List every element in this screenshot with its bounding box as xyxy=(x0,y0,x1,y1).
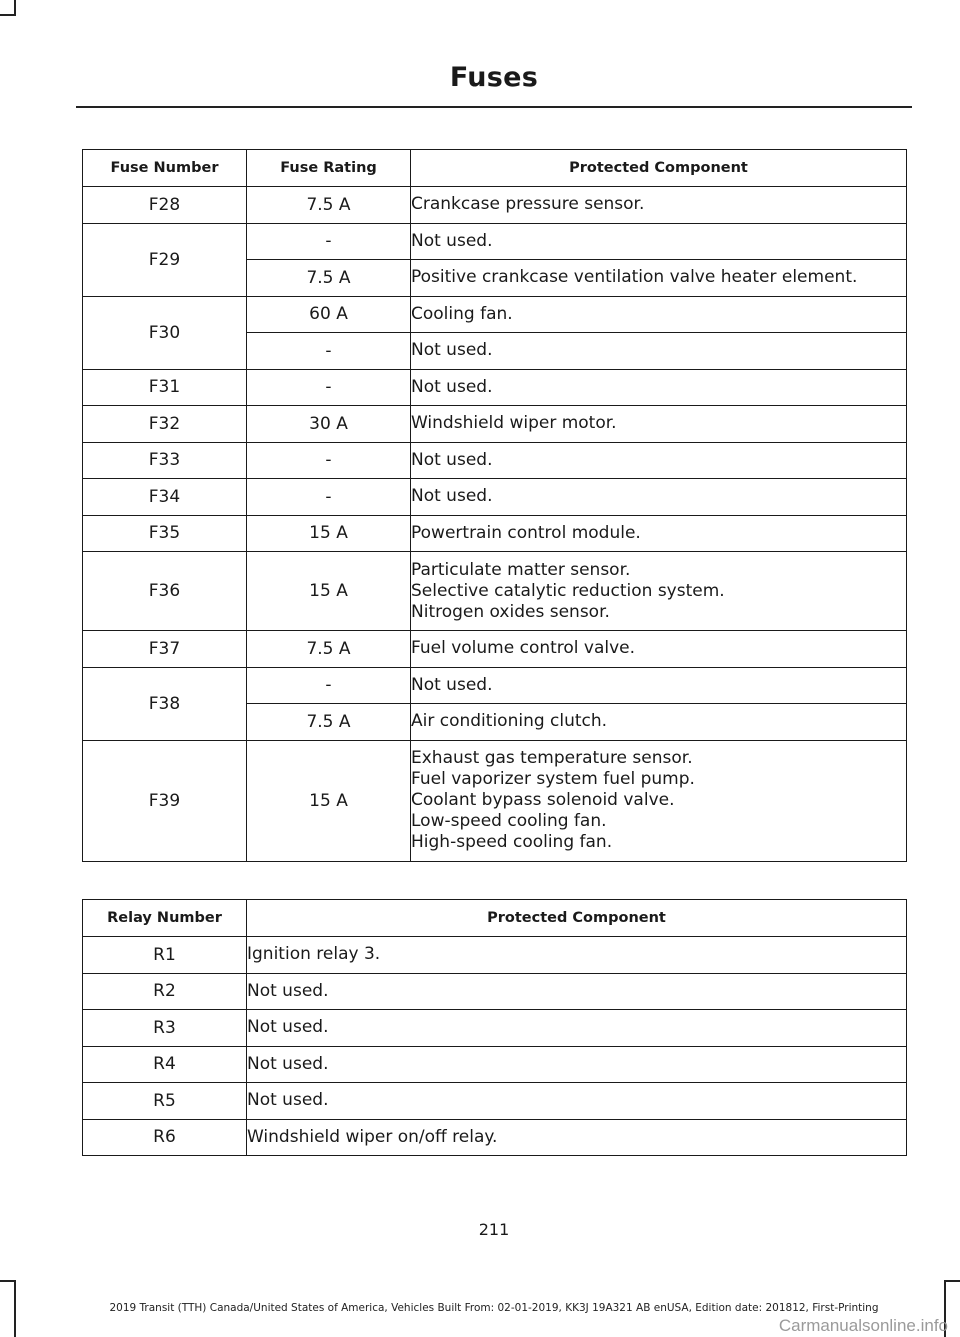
table-row xyxy=(83,406,907,443)
table-row xyxy=(83,515,907,552)
table-row xyxy=(83,1119,907,1156)
relay-table-header-row xyxy=(83,900,907,937)
crop-mark-top-left xyxy=(0,14,16,16)
table-row xyxy=(83,973,907,1010)
header-fuse-rating: Fuse Rating xyxy=(247,150,411,187)
crop-mark-bottom-right xyxy=(944,1280,960,1282)
table-row xyxy=(83,937,907,974)
fuse-rating: 15 A xyxy=(247,740,411,861)
header-relay-number: Relay Number xyxy=(83,900,247,937)
fuse-rating: 7.5 A xyxy=(247,260,411,297)
relay-table xyxy=(82,899,907,1156)
fuse-number: F32 xyxy=(83,406,247,443)
fuse-rating: 15 A xyxy=(247,515,411,552)
fuse-rating: - xyxy=(247,333,411,370)
table-row xyxy=(83,552,907,631)
table-row xyxy=(83,667,907,704)
protected-component: Powertrain control module. xyxy=(411,515,907,552)
table-row xyxy=(83,1083,907,1120)
fuse-number: F28 xyxy=(83,187,247,224)
fuse-table-header-row xyxy=(83,150,907,187)
protected-component: Not used. xyxy=(411,333,907,370)
relay-number: R4 xyxy=(83,1046,247,1083)
protected-component: Not used. xyxy=(411,369,907,406)
protected-component: Positive crankcase ventilation valve heater element. xyxy=(411,260,907,297)
fuse-rating: - xyxy=(247,479,411,516)
protected-component: Particulate matter sensor. Selective catalytic reduction system. Nitrogen oxides sensor. xyxy=(411,552,907,631)
fuse-table-body xyxy=(83,187,907,862)
table-row xyxy=(83,1010,907,1047)
protected-component: Windshield wiper motor. xyxy=(411,406,907,443)
fuse-number: F35 xyxy=(83,515,247,552)
fuse-rating: 60 A xyxy=(247,296,411,333)
protected-component: Crankcase pressure sensor. xyxy=(411,187,907,224)
table-row xyxy=(83,479,907,516)
page-number: 211 xyxy=(478,1220,510,1239)
fuse-table xyxy=(82,149,907,862)
fuse-rating: - xyxy=(247,369,411,406)
protected-component: Not used. xyxy=(247,973,907,1010)
header-fuse-number: Fuse Number xyxy=(83,150,247,187)
fuse-rating: 7.5 A xyxy=(247,631,411,668)
relay-number: R3 xyxy=(83,1010,247,1047)
fuse-rating: 30 A xyxy=(247,406,411,443)
fuse-number: F39 xyxy=(83,740,247,861)
fuse-number: F29 xyxy=(83,223,247,296)
table-row xyxy=(83,631,907,668)
protected-component: Windshield wiper on/off relay. xyxy=(247,1119,907,1156)
protected-component: Air conditioning clutch. xyxy=(411,704,907,741)
fuse-number: F34 xyxy=(83,479,247,516)
watermark: Carmanualsonline.info xyxy=(778,1316,948,1335)
fuse-number: F33 xyxy=(83,442,247,479)
relay-number: R5 xyxy=(83,1083,247,1120)
fuse-number: F30 xyxy=(83,296,247,369)
table-row xyxy=(83,187,907,224)
fuse-rating: 7.5 A xyxy=(247,704,411,741)
header-protected-component: Protected Component xyxy=(411,150,907,187)
protected-component: Exhaust gas temperature sensor. Fuel vaporizer system fuel pump. Coolant bypass solenoid valve. Low-speed cooling fan. High-speed cooling fan. xyxy=(411,740,907,861)
footer-edition-line: 2019 Transit (TTH) Canada/United States of America, Vehicles Built From: 02-01-2019, KK3J 19A321 AB enUSA, Edition date: 201812, First-Printing xyxy=(109,1302,879,1314)
fuse-number: F36 xyxy=(83,552,247,631)
protected-component: Not used. xyxy=(247,1046,907,1083)
protected-component: Not used. xyxy=(247,1083,907,1120)
relay-number: R1 xyxy=(83,937,247,974)
protected-component: Fuel volume control valve. xyxy=(411,631,907,668)
table-row xyxy=(83,369,907,406)
relay-table-body xyxy=(83,937,907,1156)
table-row xyxy=(83,442,907,479)
fuse-rating: 15 A xyxy=(247,552,411,631)
table-row xyxy=(83,1046,907,1083)
protected-component: Not used. xyxy=(411,442,907,479)
relay-number: R2 xyxy=(83,973,247,1010)
table-row xyxy=(83,223,907,260)
table-row xyxy=(83,296,907,333)
protected-component: Not used. xyxy=(411,667,907,704)
protected-component: Not used. xyxy=(411,223,907,260)
header-protected-component: Protected Component xyxy=(247,900,907,937)
fuse-number: F37 xyxy=(83,631,247,668)
fuse-rating: - xyxy=(247,442,411,479)
protected-component: Ignition relay 3. xyxy=(247,937,907,974)
table-row xyxy=(83,740,907,861)
fuse-number: F38 xyxy=(83,667,247,740)
fuse-rating: 7.5 A xyxy=(247,187,411,224)
protected-component: Cooling fan. xyxy=(411,296,907,333)
fuse-number: F31 xyxy=(83,369,247,406)
title-divider xyxy=(76,106,912,108)
page-title: Fuses xyxy=(449,62,539,93)
crop-mark-bottom-left xyxy=(0,1280,16,1282)
relay-number: R6 xyxy=(83,1119,247,1156)
fuse-rating: - xyxy=(247,667,411,704)
protected-component: Not used. xyxy=(247,1010,907,1047)
fuse-rating: - xyxy=(247,223,411,260)
protected-component: Not used. xyxy=(411,479,907,516)
